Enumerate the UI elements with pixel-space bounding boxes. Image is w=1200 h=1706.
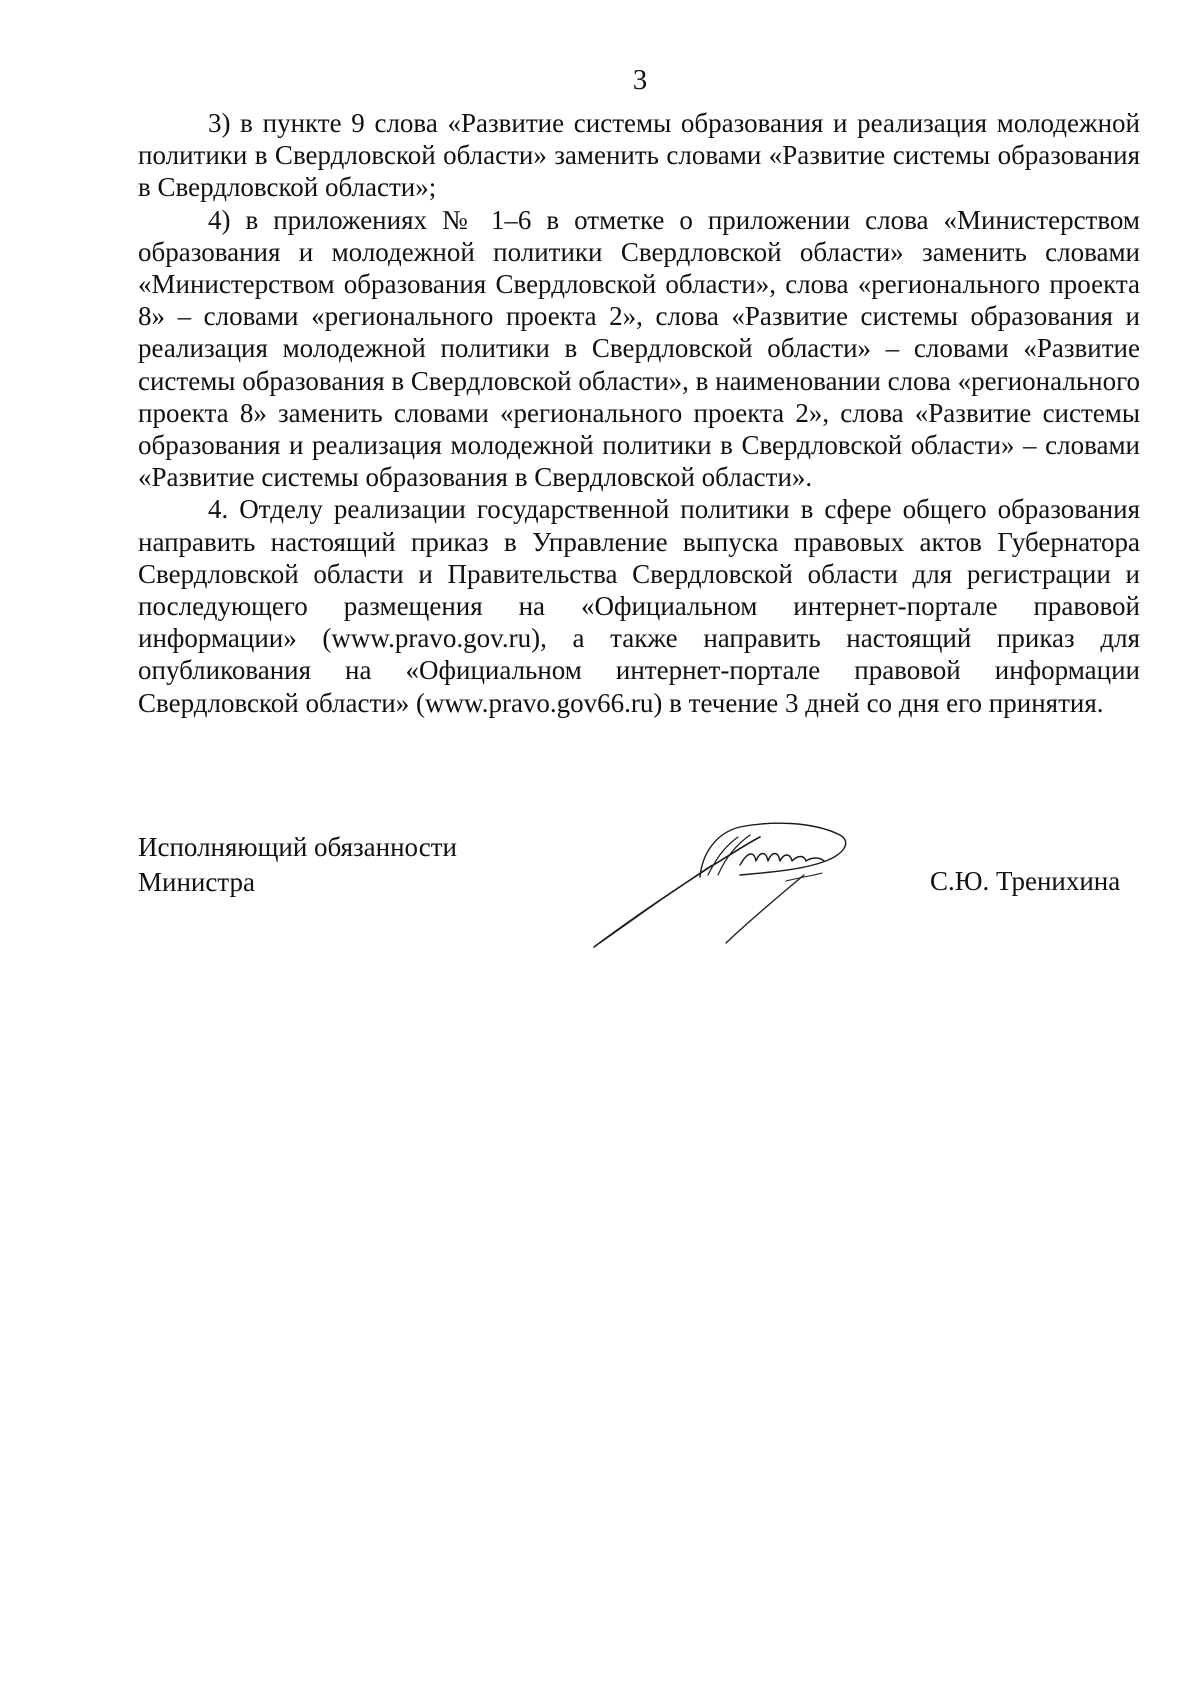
paragraph-item-3: 3) в пункте 9 слова «Развитие системы образования и реализация молодежной политики в Свердловской области» заменить словами «Развитие системы образования в Свердловской области»; <box>138 108 1140 203</box>
signatory-title <box>138 830 457 900</box>
page-number: 3 <box>632 64 648 96</box>
signatory-title-line1: Исполняющий обязанности <box>138 832 457 862</box>
signatory-title-line2: Министра <box>138 867 255 897</box>
paragraph-item-4: 4) в приложениях № 1–6 в отметке о приложении слова «Министерством образования и молодежной политики Свердловской области» заменить словами «Министерством образования Свердловской области», слова «регионального проекта 8» – словами «регионального проекта 2», слова «Развитие системы образования и реализация молодежной политики в Свердловской области» – словами «Развитие системы образования в Свердловской области», в наименовании слова «регионального проекта 8» заменить словами «регионального проекта 2», слова «Развитие системы образования и реализация молодежной политики в Свердловской области» – словами «Развитие системы образования в Свердловской области». <box>138 204 1140 493</box>
handwritten-signature <box>590 815 870 965</box>
paragraph-clause-4: 4. Отделу реализации государственной политики в сфере общего образования направить настоящий приказ в Управление выпуска правовых актов Губернатора Свердловской области и Правительства Свердловской области для регистрации и последующего размещения на «Официальном интернет-портале правовой информации» (www.pravo.gov.ru), а также направить настоящий приказ для опубликования на «Официальном интернет-портале правовой информации Свердловской области» (www.pravo.gov66.ru) в течение 3 дней со дня его принятия. <box>138 494 1140 718</box>
signatory-name: С.Ю. Тренихина <box>930 866 1121 896</box>
